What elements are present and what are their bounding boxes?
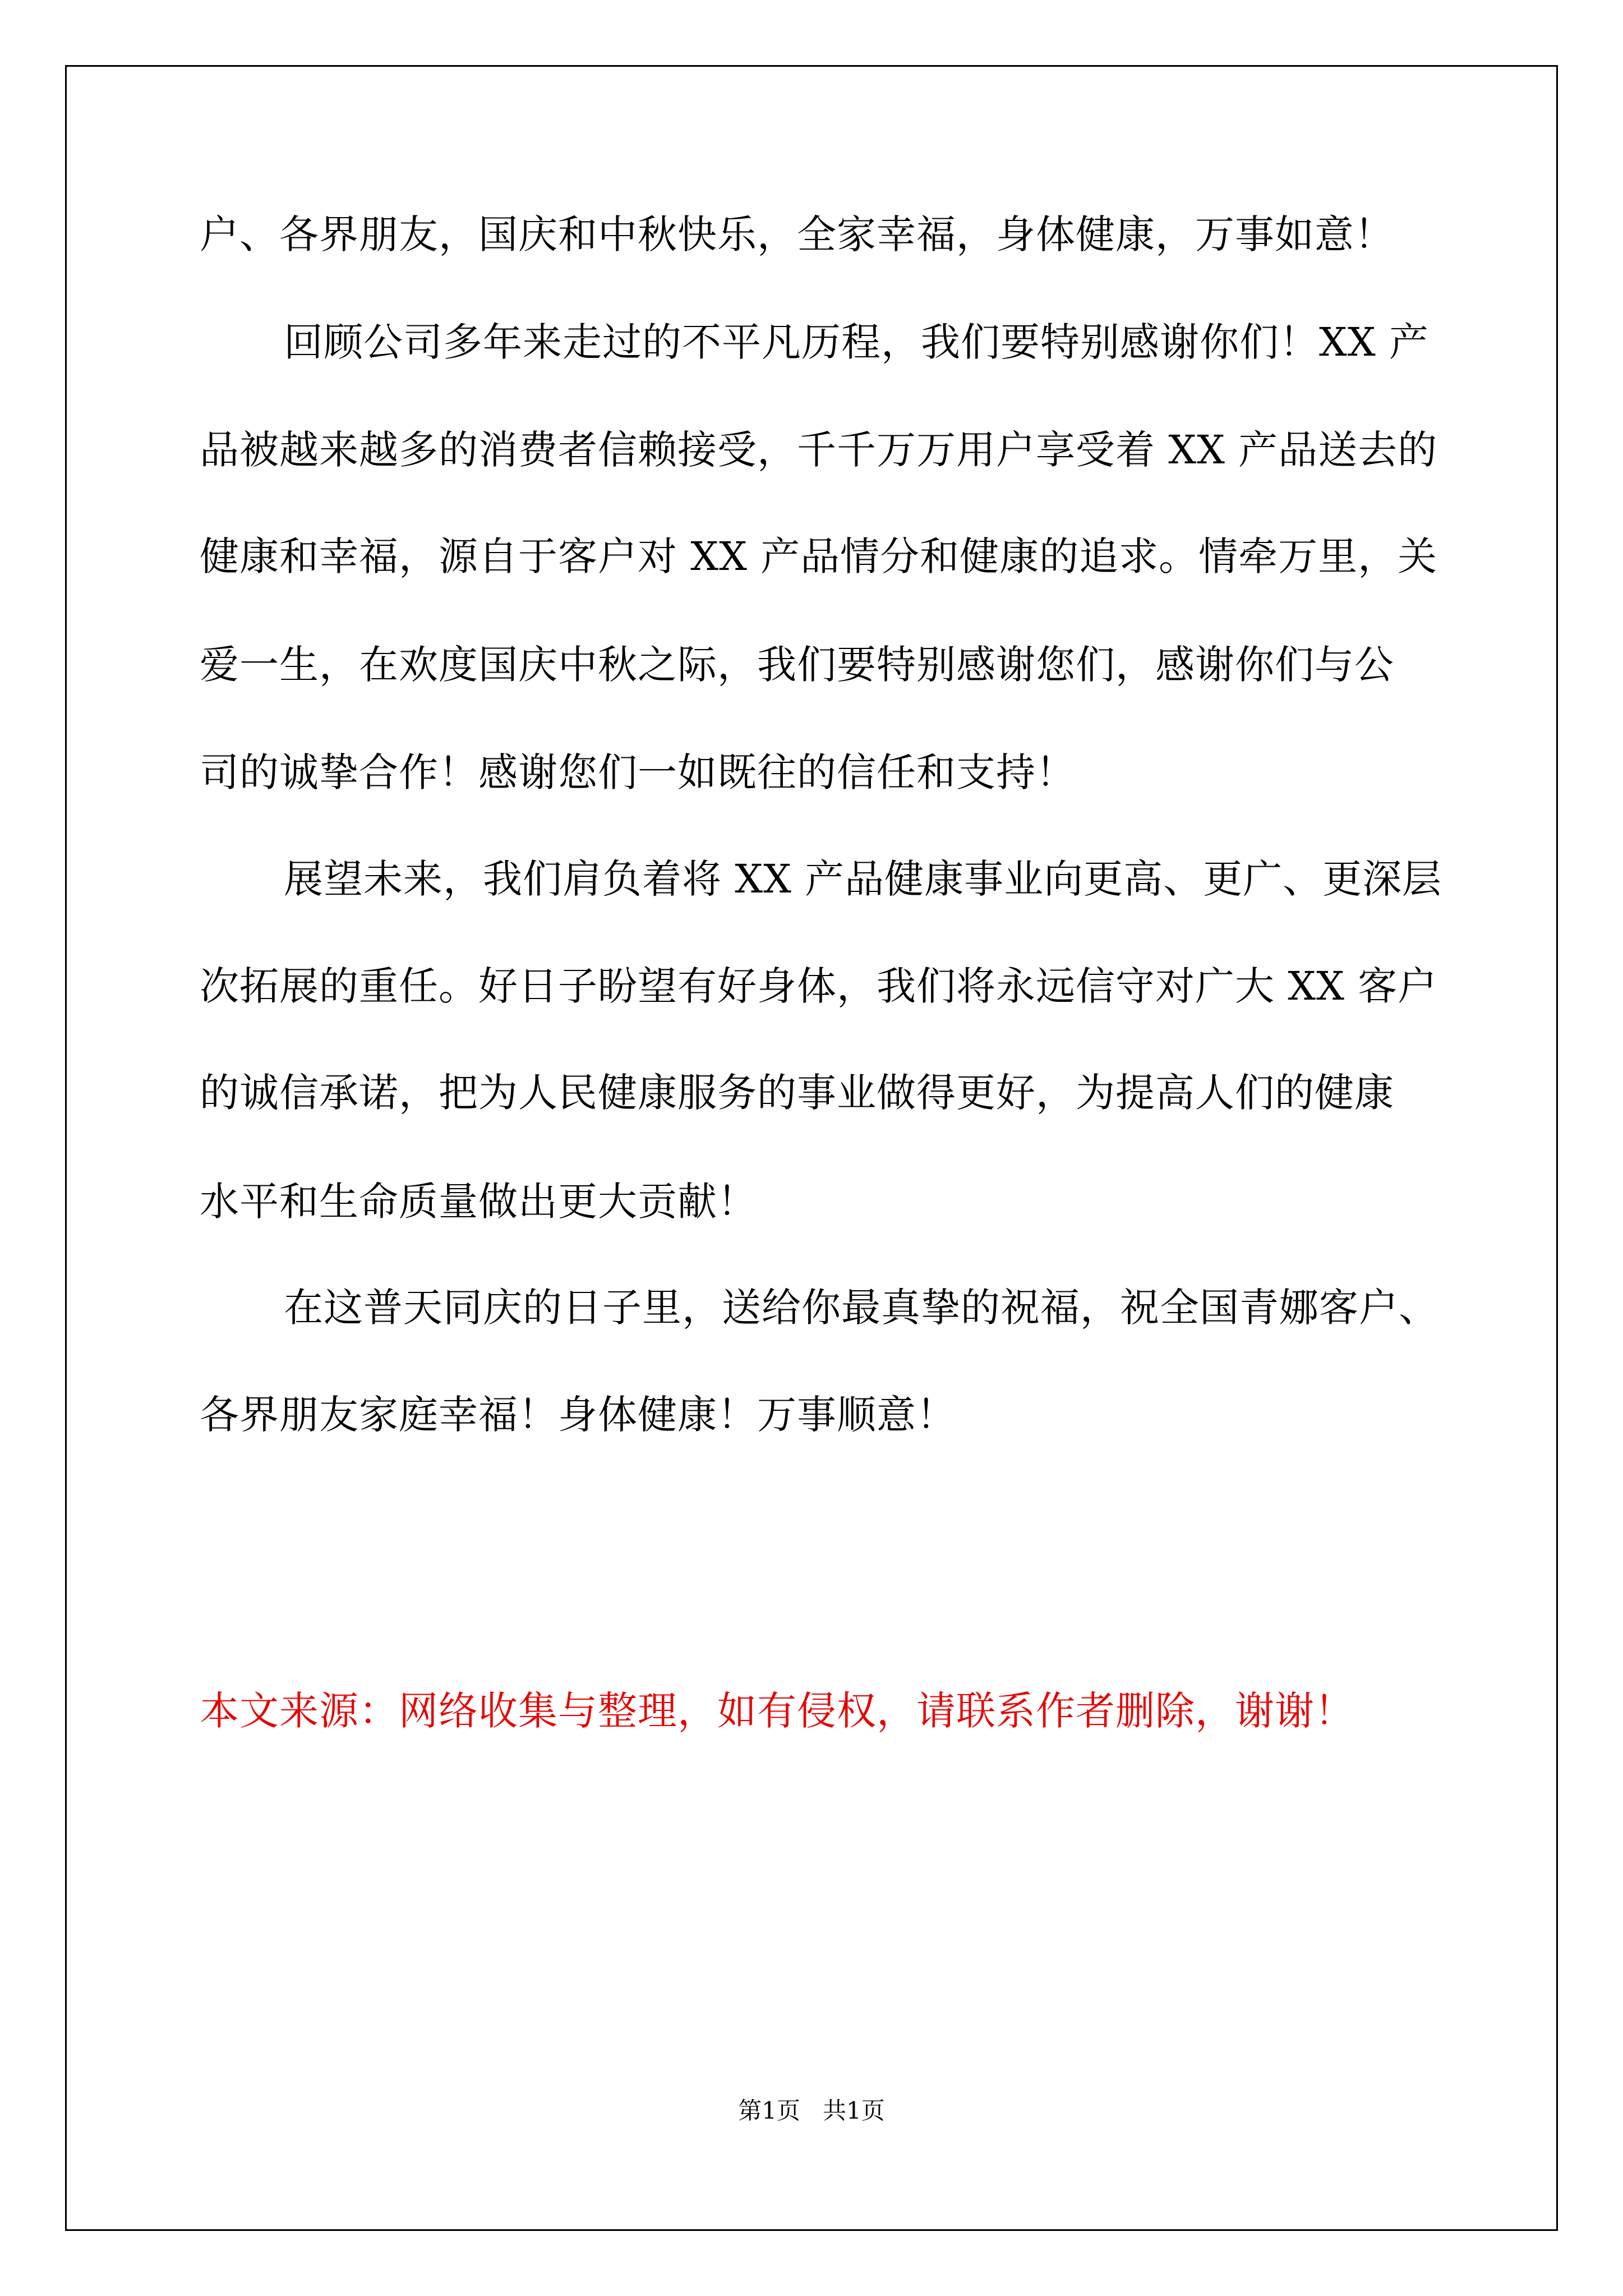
page-frame <box>65 65 1558 2231</box>
paragraph-line-3: 品被越来越多的消费者信赖接受，千千万万用户享受着 XX 产品送去的 <box>200 427 1438 473</box>
paragraph-line-2: 回顾公司多年来走过的不平凡历程，我们要特别感谢你们！XX 产 <box>284 319 1429 365</box>
source-note: 本文来源：网络收集与整理，如有侵权，请联系作者删除，谢谢！ <box>200 1688 1354 1734</box>
paragraph-line-8: 次拓展的重任。好日子盼望有好身体，我们将永远信守对广大 XX 客户 <box>200 963 1438 1009</box>
paragraph-line-10: 水平和生命质量做出更大贡献！ <box>200 1179 757 1225</box>
paragraph-line-9: 的诚信承诺，把为人民健康服务的事业做得更好，为提高人们的健康 <box>200 1070 1394 1116</box>
paragraph-line-7: 展望未来，我们肩负着将 XX 产品健康事业向更高、更广、更深层 <box>284 856 1442 902</box>
paragraph-line-4: 健康和幸福，源自于客户对 XX 产品情分和健康的追求。情牵万里，关 <box>200 533 1438 579</box>
paragraph-line-6: 司的诚挚合作！感谢您们一如既往的信任和支持！ <box>200 749 1076 795</box>
paragraph-line-12: 各界朋友家庭幸福！身体健康！万事顺意！ <box>200 1392 956 1438</box>
page-footer: 第1页 共1页 <box>738 2097 885 2124</box>
paragraph-line-5: 爱一生，在欢度国庆中秋之际，我们要特别感谢您们，感谢你们与公 <box>200 642 1394 688</box>
paragraph-line-11: 在这普天同庆的日子里，送给你最真挚的祝福，祝全国青娜客户、 <box>284 1285 1438 1331</box>
paragraph-line-1: 户、各界朋友，国庆和中秋快乐，全家幸福，身体健康，万事如意！ <box>200 211 1394 257</box>
